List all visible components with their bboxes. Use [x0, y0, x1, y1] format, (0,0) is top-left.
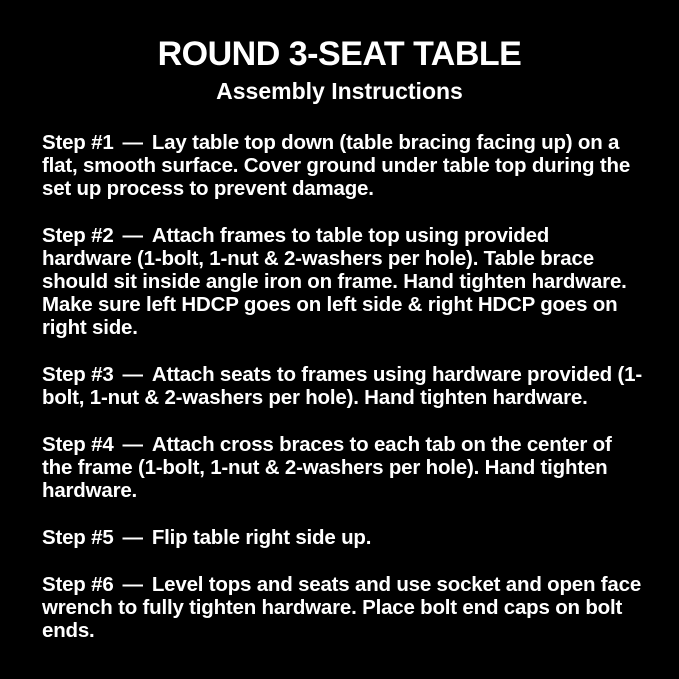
step-label: Step #3: [42, 362, 114, 386]
em-dash: —: [122, 572, 143, 596]
step-text: Attach frames to table top using provided hardware (1-bolt, 1-nut & 2-washers per hole). Table brace should sit inside angle iron on frame. Hand tighten hardware. Make sure left HDCP goes on left side & right HDCP goes on right side.: [42, 223, 627, 339]
step-text: Attach cross braces to each tab on the center of the frame (1-bolt, 1-nut & 2-washers per hole). Hand tighten hardware.: [42, 432, 612, 502]
em-dash: —: [122, 525, 143, 549]
em-dash: —: [122, 130, 143, 154]
step-label: Step #5: [42, 525, 114, 549]
step-text: Flip table right side up.: [151, 525, 372, 549]
step-paragraph: [42, 224, 643, 339]
page-subtitle: Assembly Instructions: [216, 78, 463, 105]
em-dash: —: [122, 223, 143, 247]
steps-list: [42, 131, 643, 642]
page-title: ROUND 3-SEAT TABLE: [157, 35, 522, 73]
step-label: Step #1: [42, 130, 114, 154]
step-label: Step #2: [42, 223, 114, 247]
em-dash: —: [122, 432, 143, 456]
step-paragraph: [42, 433, 643, 502]
step-text: Attach seats to frames using hardware provided (1-bolt, 1-nut & 2-washers per hole). Hand tighten hardware.: [42, 362, 642, 409]
step-text: Lay table top down (table bracing facing up) on a flat, smooth surface. Cover ground under table top during the set up process to prevent damage.: [42, 130, 631, 200]
step-paragraph: [42, 363, 643, 409]
em-dash: —: [122, 362, 143, 386]
step-paragraph: [42, 526, 643, 549]
step-paragraph: [42, 573, 643, 642]
step-text: Level tops and seats and use socket and open face wrench to fully tighten hardware. Place bolt end caps on bolt ends.: [42, 572, 642, 642]
step-label: Step #4: [42, 432, 114, 456]
step-label: Step #6: [42, 572, 114, 596]
step-paragraph: [42, 131, 643, 200]
